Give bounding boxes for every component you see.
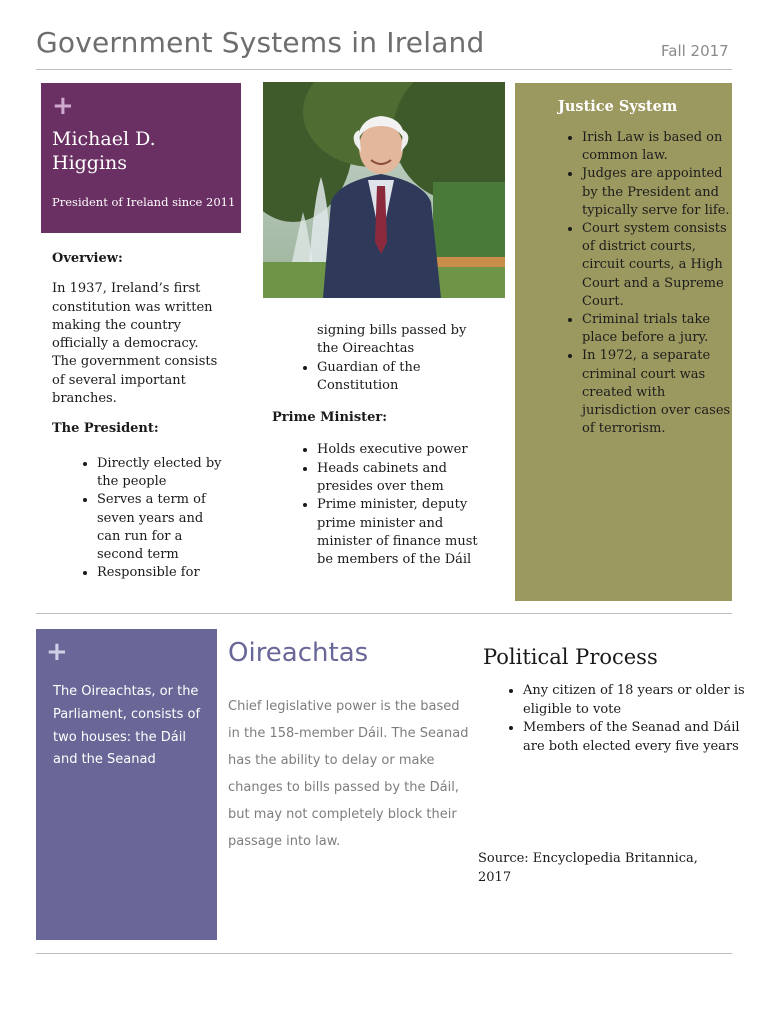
- president-list-tail: [272, 359, 487, 396]
- justice-system-box: [515, 83, 732, 601]
- list-item: • Serves a term of seven years and can run for a second term: [97, 491, 227, 564]
- political-process-list: [500, 682, 751, 756]
- list-item: • Criminal trials take place before a jury.: [582, 311, 742, 347]
- source-citation: Source: Encyclopedia Britannica, 2017: [478, 851, 698, 885]
- list-item: • Heads cabinets and presides over them: [317, 460, 487, 497]
- section-divider: [36, 613, 732, 614]
- president-name-line2: Higgins: [52, 152, 128, 174]
- oireachtas-box-text: The Oireachtas, or the Parliament, consists of two houses: the Dáil and the Seanad: [53, 684, 201, 768]
- list-item: • Judges are appointed by the President and typically serve for life.: [582, 165, 742, 220]
- prime-minister-column: [272, 322, 487, 570]
- president-photo: [263, 82, 505, 298]
- list-item: • Responsible for: [97, 564, 227, 582]
- page-title: Government Systems in Ireland: [36, 26, 485, 59]
- overview-column: [52, 250, 227, 583]
- plus-icon: +: [52, 91, 74, 121]
- list-item: • Court system consists of district courts, circuit courts, a High Court and a Supreme Court.: [582, 220, 742, 311]
- list-item: • Prime minister, deputy prime minister and minister of finance must be members of the Dáil: [317, 496, 487, 569]
- issue-date: Fall 2017: [661, 42, 729, 60]
- president-name: [52, 127, 156, 175]
- president-list-continued: [272, 322, 487, 359]
- oireachtas-heading: Oireachtas: [228, 638, 369, 668]
- list-item: • Members of the Seanad and Dáil are both elected every five years: [523, 719, 751, 756]
- list-item-continued: signing bills passed by the Oireachtas: [317, 323, 467, 357]
- plus-icon: +: [46, 637, 68, 667]
- header-divider: [36, 69, 732, 70]
- overview-heading: Overview:: [52, 251, 123, 266]
- prime-minister-heading: Prime Minister:: [272, 410, 388, 426]
- list-item: • Directly elected by the people: [97, 455, 227, 492]
- list-item: • In 1972, a separate criminal court was created with jurisdiction over cases of terrorism.: [582, 347, 742, 438]
- list-item: • Irish Law is based on common law.: [582, 129, 742, 165]
- overview-text: In 1937, Ireland’s first constitution was written making the country officially a democracy. The government consists of several important branches.: [52, 281, 218, 407]
- oireachtas-text: Chief legislative power is the based in the 158-member Dáil. The Seanad has the ability to delay or make changes to bills passed by the Dáil, but may not completely block their passage into law.: [228, 699, 469, 849]
- oireachtas-box: [36, 629, 217, 940]
- justice-heading: Justice System: [558, 98, 678, 115]
- list-item: • Any citizen of 18 years or older is eligible to vote: [523, 682, 751, 719]
- president-subtitle: President of Ireland since 2011: [52, 195, 236, 209]
- president-name-box: [41, 83, 241, 233]
- president-name-line1: Michael D.: [52, 128, 156, 150]
- footer-divider: [36, 953, 732, 954]
- list-item: • Holds executive power: [317, 441, 487, 459]
- political-process-heading: Political Process: [483, 645, 658, 669]
- list-item: • Guardian of the Constitution: [317, 359, 487, 396]
- prime-minister-list: [272, 441, 487, 569]
- president-heading: The President:: [52, 421, 159, 437]
- justice-list: [558, 129, 742, 438]
- president-list: [52, 455, 227, 583]
